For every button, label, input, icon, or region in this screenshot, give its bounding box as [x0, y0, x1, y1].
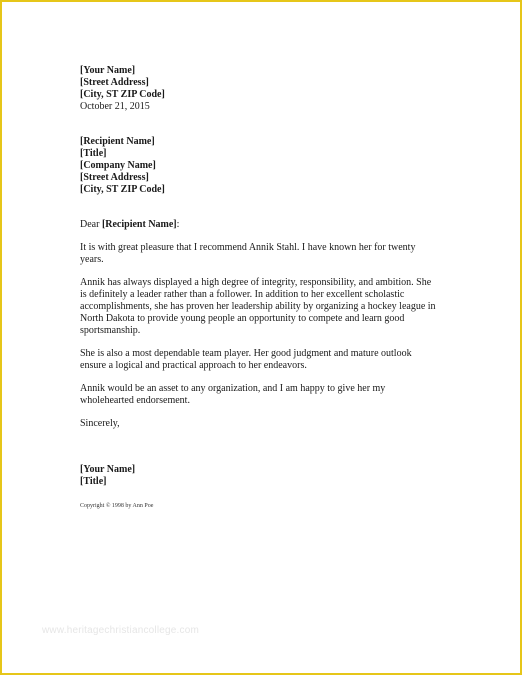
- paragraph-line: North Dakota to provide young people an opportunity to compete and learn good: [80, 313, 405, 324]
- paragraph-3[interactable]: [80, 348, 452, 372]
- paragraph-line: sportsmanship.: [80, 325, 141, 336]
- paragraph-line: It is with great pleasure that I recommend Annik Stahl. I have known her for twenty: [80, 242, 416, 253]
- signature-block: [80, 464, 452, 488]
- watermark-text: www.heritagechristiancollege.com: [42, 625, 200, 636]
- paragraph-line: accomplishments, she has proven her leadership ability by organizing a hockey league in: [80, 301, 436, 312]
- recipient-address: [80, 136, 452, 196]
- sender-address: [80, 65, 452, 113]
- signature-space: [80, 430, 452, 464]
- recipient-city[interactable]: [City, ST ZIP Code]: [80, 184, 165, 195]
- signature-title[interactable]: [Title]: [80, 476, 107, 487]
- paragraph-line: years.: [80, 254, 104, 265]
- letter-body: [80, 65, 452, 488]
- sender-city[interactable]: [City, ST ZIP Code]: [80, 89, 165, 100]
- copyright-notice: Copyright © 1998 by Ann Poe: [80, 503, 154, 509]
- salutation-name[interactable]: [Recipient Name]: [101, 219, 177, 230]
- letter-date[interactable]: October 21, 2015: [80, 101, 150, 112]
- recipient-title[interactable]: [Title]: [80, 148, 107, 159]
- paragraph-1[interactable]: [80, 242, 452, 266]
- recipient-street[interactable]: [Street Address]: [80, 172, 149, 183]
- sender-name[interactable]: [Your Name]: [80, 65, 136, 76]
- salutation[interactable]: [80, 219, 452, 231]
- paragraph-line: Annik would be an asset to any organization, and I am happy to give her my: [80, 383, 386, 394]
- closing[interactable]: Sincerely,: [80, 418, 120, 429]
- paragraph-line: Annik has always displayed a high degree of integrity, responsibility, and ambition. She: [80, 277, 432, 288]
- salutation-suffix: :: [176, 219, 180, 230]
- paragraph-line: She is also a most dependable team player. Her good judgment and mature outlook: [80, 348, 412, 359]
- paragraph-2[interactable]: [80, 277, 452, 337]
- sender-street[interactable]: [Street Address]: [80, 77, 149, 88]
- salutation-prefix: Dear: [80, 219, 102, 230]
- recipient-company[interactable]: [Company Name]: [80, 160, 156, 171]
- recipient-name[interactable]: [Recipient Name]: [80, 136, 155, 147]
- paragraph-line: wholehearted endorsement.: [80, 395, 190, 406]
- signature-name[interactable]: [Your Name]: [80, 464, 136, 475]
- paragraph-line: ensure a logical and practical approach to her endeavors.: [80, 360, 307, 371]
- paragraph-4[interactable]: [80, 383, 452, 407]
- paragraph-line: is definitely a leader rather than a follower. In addition to her excellent scholastic: [80, 289, 405, 300]
